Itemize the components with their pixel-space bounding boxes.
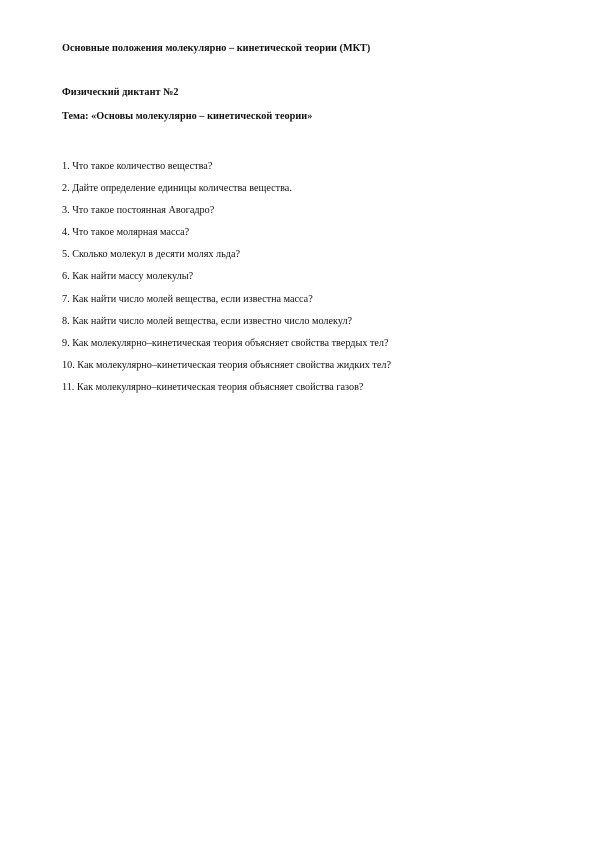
question-item: 10. Как молекулярно–кинетическая теория объясняет свойства жидких тел? <box>62 359 391 371</box>
question-item: 8. Как найти число молей вещества, если известно число молекул? <box>62 315 353 327</box>
question-item: 6. Как найти массу молекулы? <box>62 271 194 283</box>
question-item: 3. Что такое постоянная Авогадро? <box>62 205 215 217</box>
question-list <box>62 156 391 399</box>
question-item: 9. Как молекулярно–кинетическая теория объясняет свойства твердых тел? <box>62 337 389 349</box>
question-item: 11. Как молекулярно–кинетическая теория объясняет свойства газов? <box>62 381 364 393</box>
dictation-heading: Физический диктант №2 <box>62 87 179 98</box>
question-item: 2. Дайте определение единицы количества вещества. <box>62 183 292 195</box>
question-item: 4. Что такое молярная масса? <box>62 227 190 239</box>
question-item: 1. Что такое количество вещества? <box>62 161 213 172</box>
topic-heading: Тема: «Основы молекулярно – кинетической теории» <box>62 111 313 122</box>
document-title: Основные положения молекулярно – кинетической теории (МКТ) <box>62 43 371 54</box>
question-item: 7. Как найти число молей вещества, если известна масса? <box>62 293 313 305</box>
question-item: 5. Сколько молекул в десяти молях льда? <box>62 249 241 261</box>
